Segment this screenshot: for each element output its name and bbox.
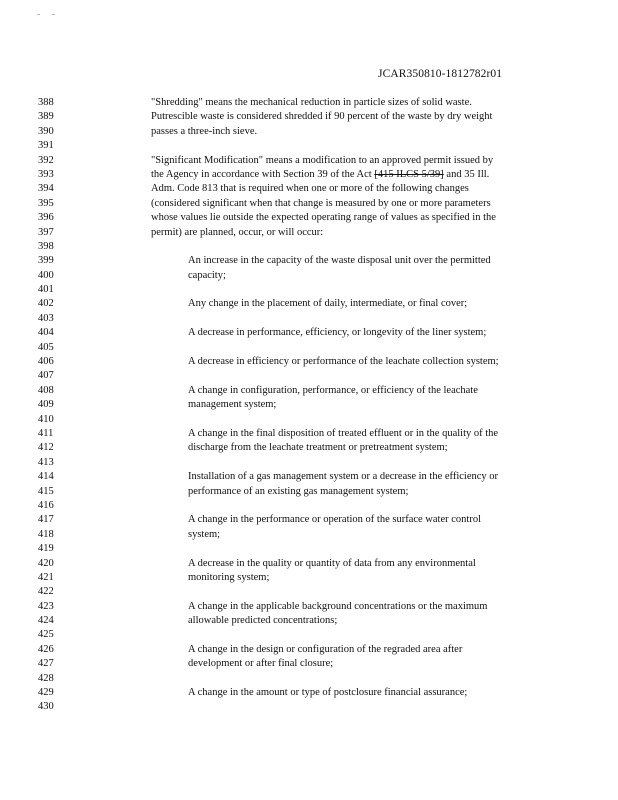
blank-line — [151, 341, 561, 355]
list-item-line: A decrease in efficiency or performance of the leachate collection system; — [188, 356, 499, 368]
list-item-line: A change in the final disposition of treated effluent or in the quality of the — [188, 427, 499, 439]
list-item-line: An increase in the capacity of the waste disposal unit over the permitted — [188, 255, 491, 267]
significant-modification-line: Adm. Code 813 that is required when one or more of the following changes — [151, 183, 469, 195]
blank-line — [151, 312, 561, 326]
line-number: 429 — [38, 687, 54, 699]
line-number: 427 — [38, 658, 54, 670]
line-number: 428 — [38, 672, 54, 684]
blank-line — [151, 240, 561, 254]
line-number: 423 — [38, 600, 54, 612]
line-number: 403 — [38, 312, 54, 324]
blank-line — [151, 542, 561, 556]
line-number: 412 — [38, 442, 54, 454]
list-item-line: A change in configuration, performance, or efficiency of the leachate — [188, 384, 478, 396]
significant-modification-line: permit) are planned, occur, or will occur: — [151, 226, 324, 238]
blank-line — [151, 456, 561, 470]
line-number: 400 — [38, 269, 54, 281]
list-item-line: Installation of a gas management system or a decrease in the efficiency or — [188, 471, 499, 483]
line-number: 399 — [38, 255, 54, 267]
line-number: 413 — [38, 456, 54, 468]
line-number: 407 — [38, 370, 54, 382]
struck-citation: [415 ILCS 5/39] — [374, 168, 444, 180]
blank-line — [151, 672, 561, 686]
line-number: 411 — [38, 427, 54, 439]
line-number: 392 — [38, 154, 54, 166]
line-number: 401 — [38, 284, 54, 296]
text-run: and 35 Ill. — [443, 168, 490, 180]
line-number: 404 — [38, 327, 54, 339]
line-number: 390 — [38, 125, 54, 137]
list-item-line: A decrease in the quality or quantity of data from any environmental — [188, 557, 476, 569]
line-number: 394 — [38, 183, 54, 195]
list-item-line: development or after final closure; — [188, 658, 334, 670]
list-item-line: A change in the amount or type of postclosure financial assurance; — [188, 687, 468, 699]
shredding-definition-line: Putrescible waste is considered shredded if 90 percent of the waste by dry weight — [151, 111, 493, 123]
line-number: 397 — [38, 226, 54, 238]
line-number: 418 — [38, 528, 54, 540]
list-item-line: discharge from the leachate treatment or pretreatment system; — [188, 442, 448, 454]
scan-artifact-mark — [52, 14, 55, 15]
line-number: 430 — [38, 701, 54, 713]
list-item-line: monitoring system; — [188, 571, 270, 583]
line-number: 416 — [38, 499, 54, 511]
line-number-column — [38, 96, 78, 715]
list-item-line: A change in the design or configuration of the regraded area after — [188, 643, 463, 655]
list-item-line: A change in the performance or operation of the surface water control — [188, 514, 481, 526]
blank-line — [151, 700, 561, 714]
blank-line — [151, 413, 561, 427]
line-number: 425 — [38, 629, 54, 641]
list-item-line: system; — [188, 528, 221, 540]
line-number: 424 — [38, 615, 54, 627]
line-number: 405 — [38, 341, 54, 353]
blank-line — [151, 499, 561, 513]
line-number: 415 — [38, 485, 54, 497]
line-number: 417 — [38, 514, 54, 526]
document-body — [151, 96, 561, 715]
list-item-line: Any change in the placement of daily, intermediate, or final cover; — [188, 298, 468, 310]
list-item-line: A change in the applicable background concentrations or the maximum — [188, 600, 488, 612]
list-item-line: capacity; — [188, 269, 226, 281]
list-item-line: allowable predicted concentrations; — [188, 615, 338, 627]
line-number: 422 — [38, 586, 54, 598]
list-item-line: performance of an existing gas management system; — [188, 485, 409, 497]
line-number: 409 — [38, 399, 54, 411]
line-number: 393 — [38, 168, 54, 180]
list-item-line: A decrease in performance, efficiency, or longevity of the liner system; — [188, 327, 487, 339]
line-number: 395 — [38, 197, 54, 209]
scan-artifact-mark — [37, 14, 40, 15]
list-item-line: management system; — [188, 399, 277, 411]
line-number: 406 — [38, 356, 54, 368]
blank-line — [151, 628, 561, 642]
blank-line — [151, 139, 561, 153]
significant-modification-line: "Significant Modification" means a modification to an approved permit issued by — [151, 154, 494, 166]
line-number: 419 — [38, 543, 54, 555]
significant-change-list — [151, 254, 561, 715]
line-number: 421 — [38, 571, 54, 583]
shredding-definition-line: passes a three-inch sieve. — [151, 125, 258, 137]
line-number: 391 — [38, 140, 54, 152]
blank-line — [151, 283, 561, 297]
significant-modification-line — [151, 168, 561, 182]
blank-line — [151, 369, 561, 383]
text-run: the Agency in accordance with Section 39 of the Act — [151, 168, 375, 180]
document-id: JCAR350810-1812782r01 — [378, 68, 503, 80]
line-number: 420 — [38, 557, 54, 569]
line-number: 414 — [38, 471, 54, 483]
line-number: 388 — [38, 97, 54, 108]
line-number: 396 — [38, 212, 54, 224]
line-number: 389 — [38, 111, 54, 123]
significant-modification-line: (considered significant when that change is measured by one or more parameters — [151, 197, 491, 209]
line-number: 398 — [38, 240, 54, 252]
shredding-definition-line: "Shredding" means the mechanical reduction in particle sizes of solid waste. — [151, 97, 472, 108]
significant-modification-line: whose values lie outside the expected operating range of values as specified in the — [151, 212, 496, 224]
blank-line — [151, 585, 561, 599]
line-number: 426 — [38, 643, 54, 655]
line-number: 408 — [38, 384, 54, 396]
line-number: 402 — [38, 298, 54, 310]
line-number: 410 — [38, 413, 54, 425]
